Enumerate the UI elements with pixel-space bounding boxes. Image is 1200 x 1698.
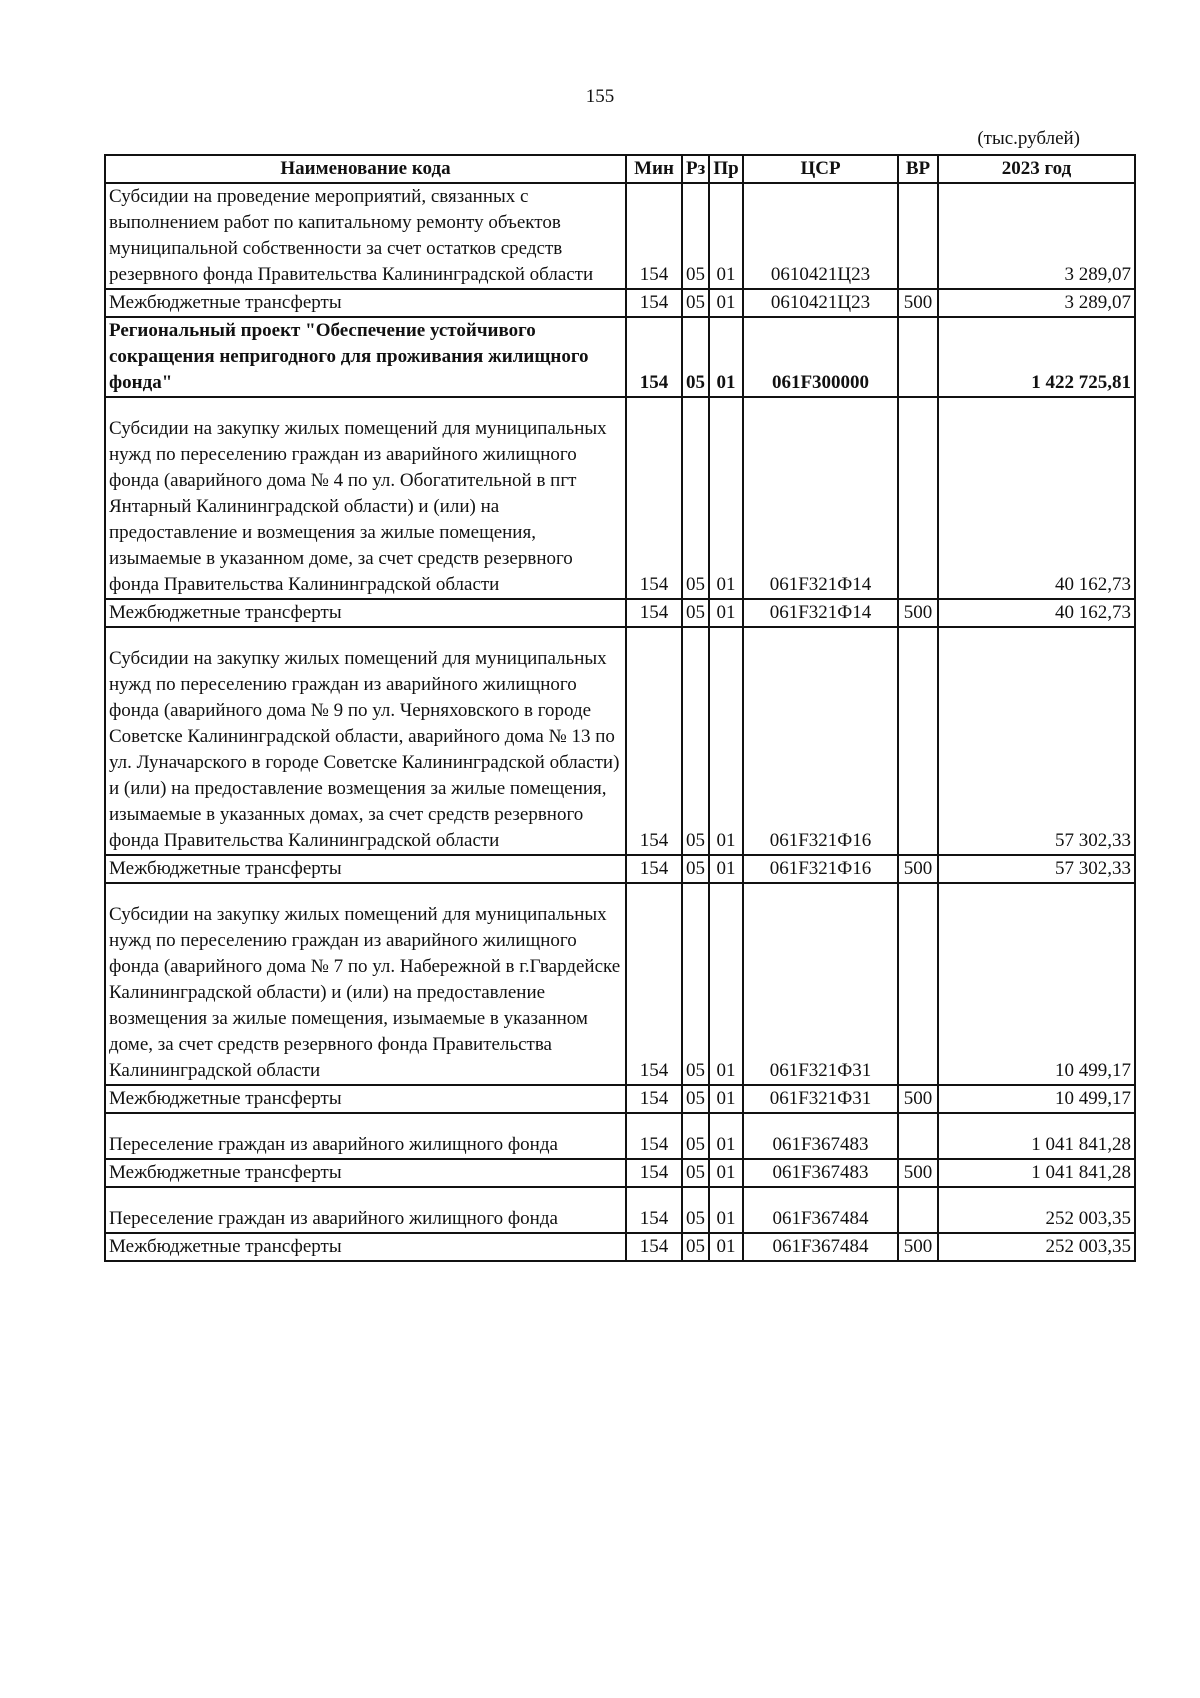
row-pr: 01 bbox=[709, 883, 743, 1085]
row-min: 154 bbox=[626, 1187, 682, 1233]
row-rz: 05 bbox=[682, 883, 709, 1085]
row-pr: 01 bbox=[709, 599, 743, 627]
row-min: 154 bbox=[626, 883, 682, 1085]
row-vr: 500 bbox=[898, 1233, 938, 1261]
table-row bbox=[105, 289, 1135, 317]
header-pr: Пр bbox=[709, 155, 743, 183]
row-amount: 1 422 725,81 bbox=[938, 317, 1135, 397]
row-csr: 061F321Ф16 bbox=[743, 627, 898, 855]
row-vr: 500 bbox=[898, 289, 938, 317]
row-pr: 01 bbox=[709, 1187, 743, 1233]
row-name: Межбюджетные трансферты bbox=[105, 1233, 626, 1261]
table-row bbox=[105, 883, 1135, 1085]
row-min: 154 bbox=[626, 1113, 682, 1159]
row-pr: 01 bbox=[709, 1233, 743, 1261]
row-pr: 01 bbox=[709, 1159, 743, 1187]
row-rz: 05 bbox=[682, 599, 709, 627]
row-amount: 252 003,35 bbox=[938, 1233, 1135, 1261]
row-csr: 061F321Ф16 bbox=[743, 855, 898, 883]
budget-table bbox=[104, 154, 1136, 1262]
row-csr: 0610421Ц23 bbox=[743, 183, 898, 289]
row-csr: 061F321Ф31 bbox=[743, 1085, 898, 1113]
row-amount: 40 162,73 bbox=[938, 397, 1135, 599]
row-rz: 05 bbox=[682, 855, 709, 883]
header-name: Наименование кода bbox=[105, 155, 626, 183]
row-name: Переселение граждан из аварийного жилищного фонда bbox=[105, 1187, 626, 1233]
row-amount: 252 003,35 bbox=[938, 1187, 1135, 1233]
row-name: Субсидии на закупку жилых помещений для муниципальных нужд по переселению граждан из аварийного жилищного фонда (аварийного дома № 7 по ул. Набережной в г.Гвардейске Калининградской области) и (или) на предоставление возмещения за жилые помещения, изымаемые в указанном доме, за счет средств резервного фонда Правительства Калининградской области bbox=[105, 883, 626, 1085]
row-name: Переселение граждан из аварийного жилищного фонда bbox=[105, 1113, 626, 1159]
row-rz: 05 bbox=[682, 1113, 709, 1159]
table-row bbox=[105, 627, 1135, 855]
row-pr: 01 bbox=[709, 317, 743, 397]
row-csr: 061F321Ф14 bbox=[743, 599, 898, 627]
row-csr: 061F321Ф31 bbox=[743, 883, 898, 1085]
row-min: 154 bbox=[626, 599, 682, 627]
row-vr bbox=[898, 317, 938, 397]
row-pr: 01 bbox=[709, 289, 743, 317]
page-number: 155 bbox=[585, 86, 615, 107]
row-name: Региональный проект "Обеспечение устойчивого сокращения непригодного для проживания жилищного фонда" bbox=[105, 317, 626, 397]
row-min: 154 bbox=[626, 627, 682, 855]
header-year: 2023 год bbox=[938, 155, 1135, 183]
row-min: 154 bbox=[626, 317, 682, 397]
header-rz: Рз bbox=[682, 155, 709, 183]
row-pr: 01 bbox=[709, 627, 743, 855]
row-amount: 1 041 841,28 bbox=[938, 1113, 1135, 1159]
row-name: Межбюджетные трансферты bbox=[105, 1159, 626, 1187]
row-pr: 01 bbox=[709, 1113, 743, 1159]
row-amount: 40 162,73 bbox=[938, 599, 1135, 627]
row-name: Межбюджетные трансферты bbox=[105, 1085, 626, 1113]
row-vr bbox=[898, 183, 938, 289]
row-min: 154 bbox=[626, 855, 682, 883]
row-rz: 05 bbox=[682, 183, 709, 289]
row-rz: 05 bbox=[682, 627, 709, 855]
row-amount: 57 302,33 bbox=[938, 855, 1135, 883]
row-min: 154 bbox=[626, 1233, 682, 1261]
row-rz: 05 bbox=[682, 317, 709, 397]
table-row bbox=[105, 599, 1135, 627]
row-min: 154 bbox=[626, 1159, 682, 1187]
row-amount: 1 041 841,28 bbox=[938, 1159, 1135, 1187]
row-vr bbox=[898, 1187, 938, 1233]
row-rz: 05 bbox=[682, 1159, 709, 1187]
table-header-row bbox=[105, 155, 1135, 183]
table-row bbox=[105, 1187, 1135, 1233]
row-vr bbox=[898, 1113, 938, 1159]
row-csr: 061F367483 bbox=[743, 1113, 898, 1159]
row-pr: 01 bbox=[709, 855, 743, 883]
header-vr: ВР bbox=[898, 155, 938, 183]
row-amount: 10 499,17 bbox=[938, 1085, 1135, 1113]
row-rz: 05 bbox=[682, 1187, 709, 1233]
row-vr bbox=[898, 883, 938, 1085]
row-rz: 05 bbox=[682, 1085, 709, 1113]
units-label: (тыс.рублей) bbox=[977, 128, 1080, 149]
row-rz: 05 bbox=[682, 289, 709, 317]
row-min: 154 bbox=[626, 289, 682, 317]
row-rz: 05 bbox=[682, 1233, 709, 1261]
row-name: Межбюджетные трансферты bbox=[105, 289, 626, 317]
row-pr: 01 bbox=[709, 1085, 743, 1113]
row-amount: 57 302,33 bbox=[938, 627, 1135, 855]
row-vr bbox=[898, 627, 938, 855]
row-csr: 061F367484 bbox=[743, 1233, 898, 1261]
row-amount: 10 499,17 bbox=[938, 883, 1135, 1085]
row-vr: 500 bbox=[898, 1085, 938, 1113]
row-vr: 500 bbox=[898, 599, 938, 627]
row-name: Межбюджетные трансферты bbox=[105, 599, 626, 627]
row-min: 154 bbox=[626, 1085, 682, 1113]
row-amount: 3 289,07 bbox=[938, 289, 1135, 317]
row-rz: 05 bbox=[682, 397, 709, 599]
table-row bbox=[105, 397, 1135, 599]
row-csr: 061F367483 bbox=[743, 1159, 898, 1187]
row-csr: 061F367484 bbox=[743, 1187, 898, 1233]
table-row bbox=[105, 1233, 1135, 1261]
table-row bbox=[105, 1085, 1135, 1113]
row-name: Межбюджетные трансферты bbox=[105, 855, 626, 883]
table-row bbox=[105, 1113, 1135, 1159]
header-min: Мин bbox=[626, 155, 682, 183]
row-csr: 061F300000 bbox=[743, 317, 898, 397]
row-name: Субсидии на проведение мероприятий, связанных с выполнением работ по капитальному ремонту объектов муниципальной собственности за счет остатков средств резервного фонда Правительства Калининградской области bbox=[105, 183, 626, 289]
table-row bbox=[105, 183, 1135, 289]
row-amount: 3 289,07 bbox=[938, 183, 1135, 289]
header-csr: ЦСР bbox=[743, 155, 898, 183]
row-csr: 061F321Ф14 bbox=[743, 397, 898, 599]
row-vr: 500 bbox=[898, 855, 938, 883]
row-vr: 500 bbox=[898, 1159, 938, 1187]
table-row bbox=[105, 317, 1135, 397]
row-vr bbox=[898, 397, 938, 599]
row-name: Субсидии на закупку жилых помещений для муниципальных нужд по переселению граждан из аварийного жилищного фонда (аварийного дома № 4 по ул. Обогатительной в пгт Янтарный Калининградской области) и (или) на предоставление и возмещения за жилые помещения, изымаемые в указанном доме, за счет средств резервного фонда Правительства Калининградской области bbox=[105, 397, 626, 599]
table-row bbox=[105, 1159, 1135, 1187]
row-min: 154 bbox=[626, 183, 682, 289]
row-min: 154 bbox=[626, 397, 682, 599]
row-pr: 01 bbox=[709, 183, 743, 289]
table-row bbox=[105, 855, 1135, 883]
row-pr: 01 bbox=[709, 397, 743, 599]
row-csr: 0610421Ц23 bbox=[743, 289, 898, 317]
row-name: Субсидии на закупку жилых помещений для муниципальных нужд по переселению граждан из аварийного жилищного фонда (аварийного дома № 9 по ул. Черняховского в городе Советске Калининградской области, аварийного дома № 13 по ул. Луначарского в городе Советске Калининградской области) и (или) на предоставление возмещения за жилые помещения, изымаемые в указанных домах, за счет средств резервного фонда Правительства Калининградской области bbox=[105, 627, 626, 855]
